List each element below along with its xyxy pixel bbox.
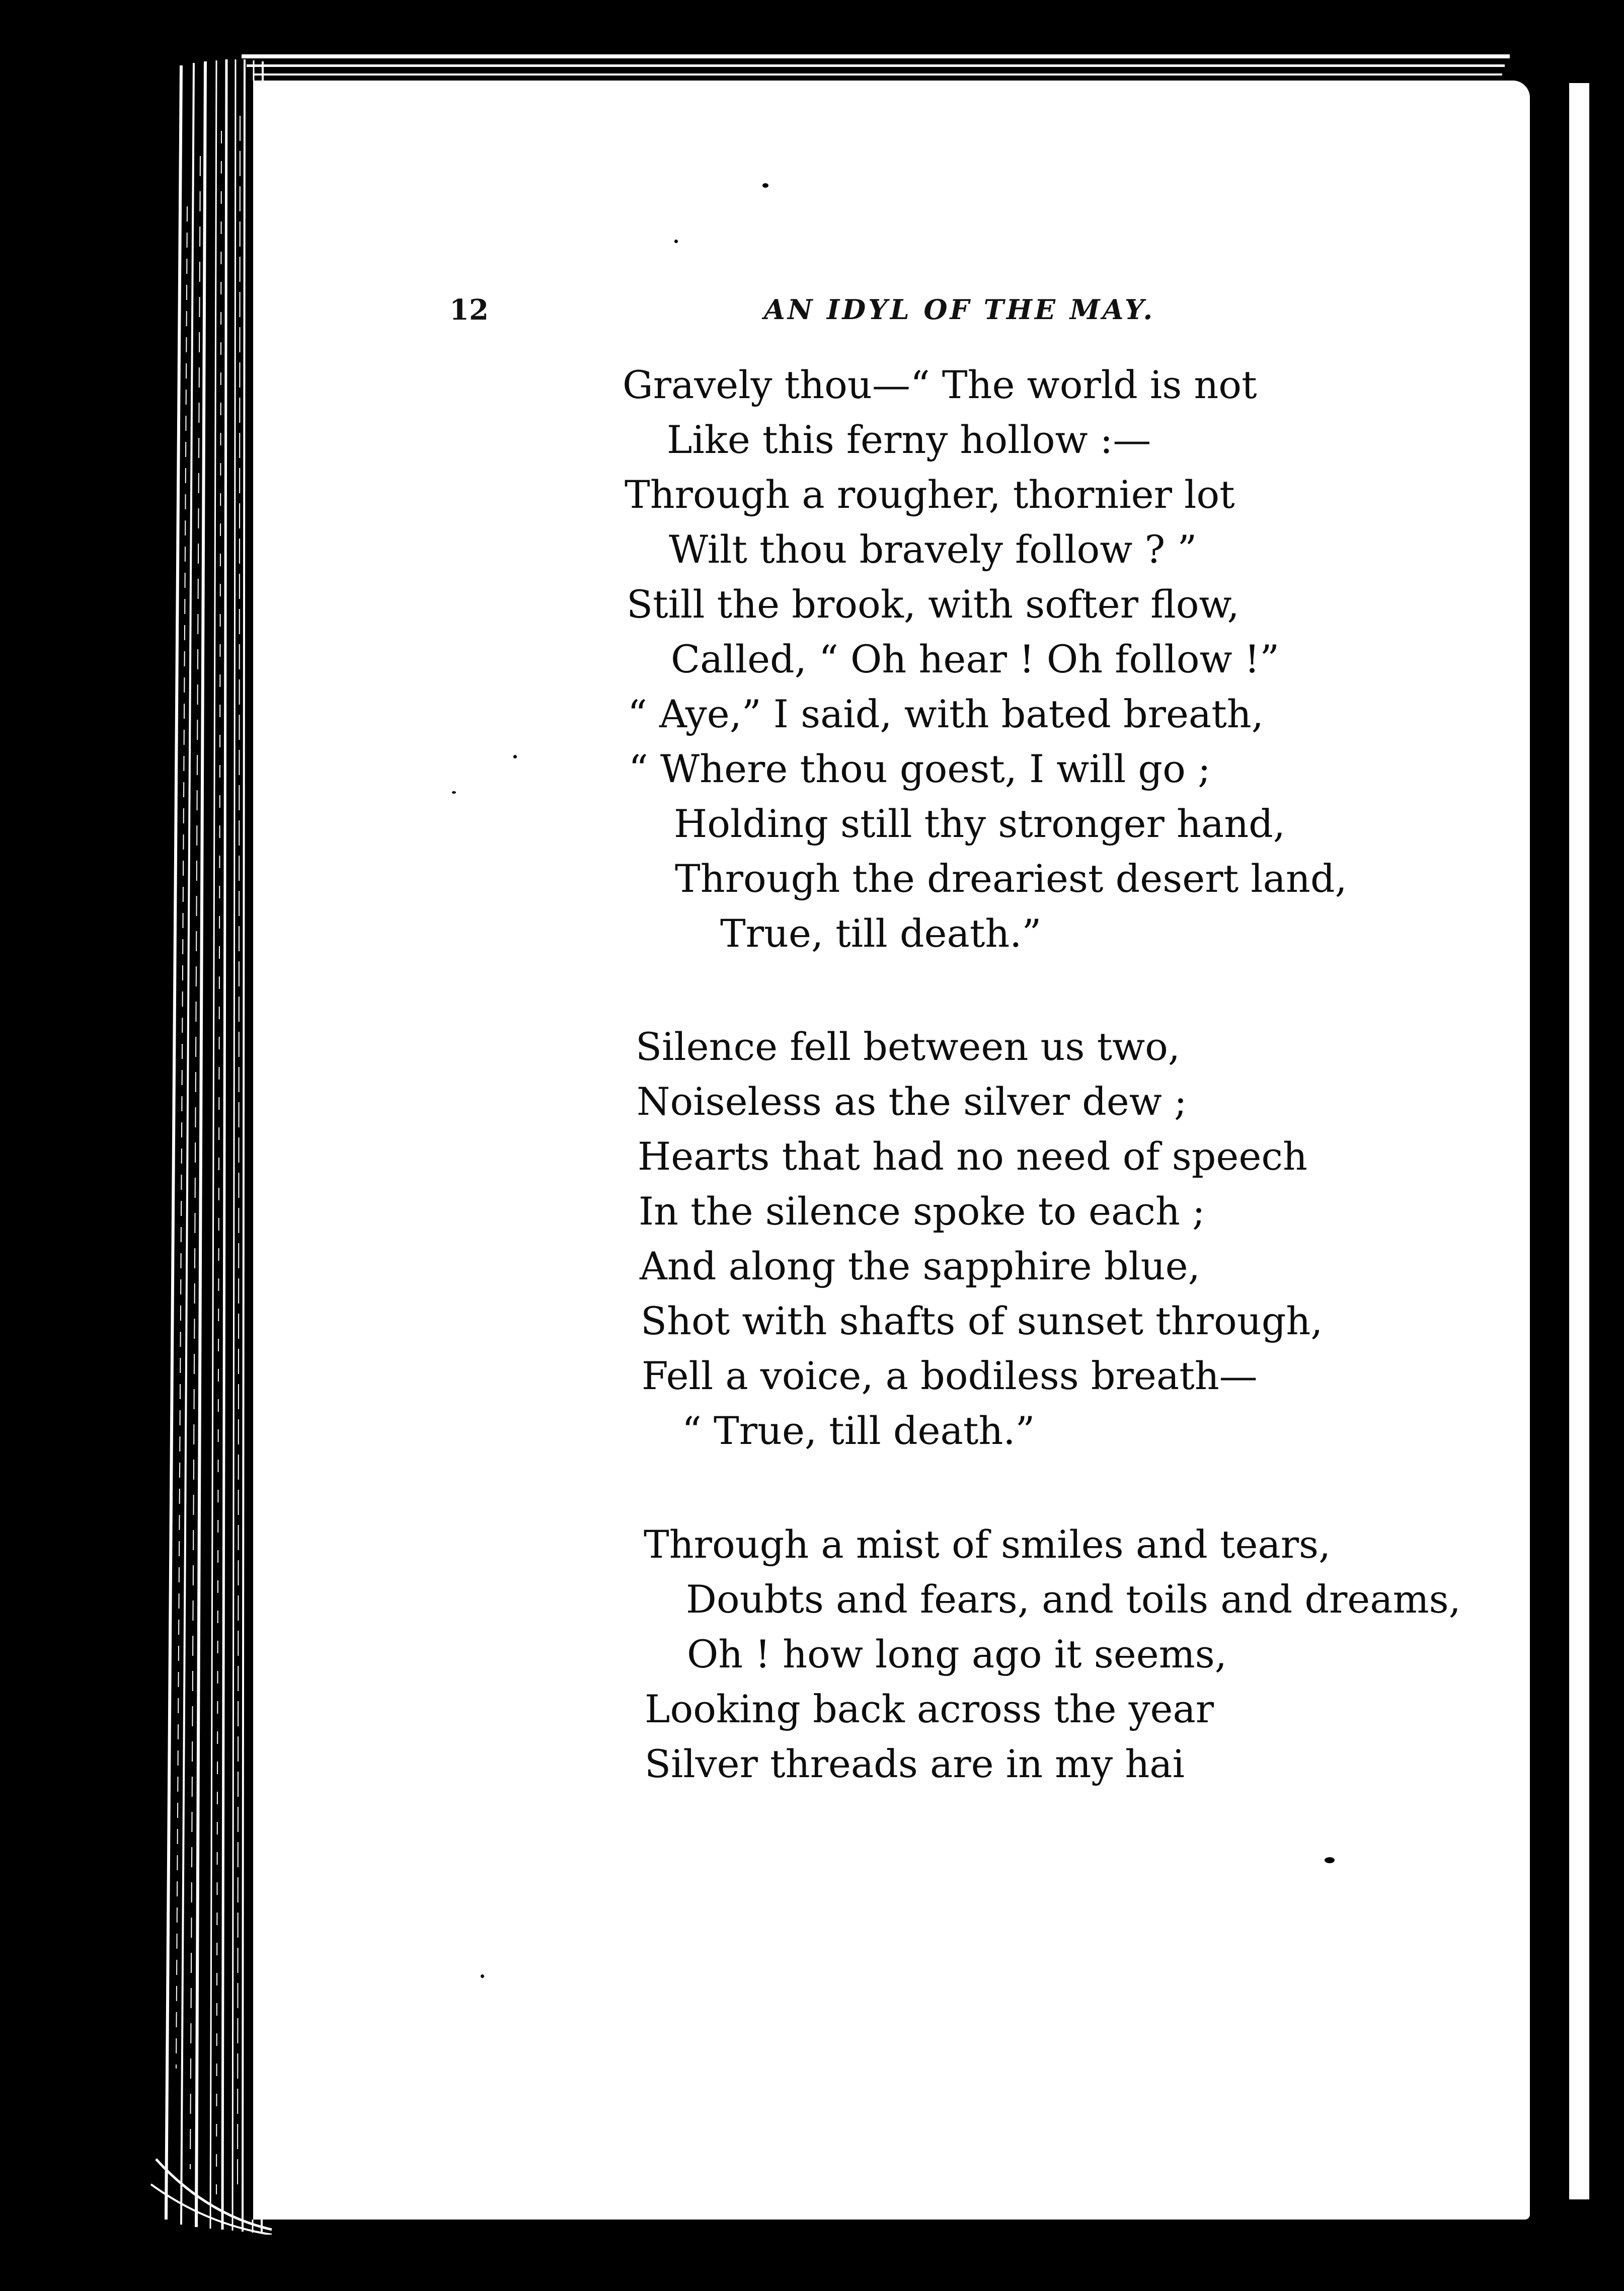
- poem-line: Holding still thy stronger hand,: [674, 801, 1285, 846]
- poem-line: Through the dreariest desert land,: [675, 856, 1347, 901]
- poem-line: Gravely thou—“ The world is not: [623, 362, 1257, 407]
- poem-line: Called, “ Oh hear ! Oh follow !”: [671, 637, 1280, 681]
- ink-speck: [674, 240, 678, 243]
- poem-line: Hearts that had no need of speech: [638, 1134, 1307, 1179]
- poem-line: “ Where thou goest, I will go ;: [629, 746, 1211, 791]
- poem-line: Silver threads are in my hai: [645, 1741, 1185, 1786]
- page-top-edge: [247, 64, 1505, 67]
- poem-line: In the silence spoke to each ;: [639, 1189, 1205, 1234]
- poem-line: Still the brook, with softer flow,: [627, 582, 1240, 627]
- ink-speck: [513, 755, 517, 758]
- page-number: 12: [449, 293, 489, 327]
- poem-line: Doubts and fears, and toils and dreams,: [686, 1577, 1461, 1622]
- poem-line: Through a mist of smiles and tears,: [644, 1522, 1331, 1567]
- poem-line: “ Aye,” I said, with bated breath,: [628, 692, 1264, 736]
- ink-speck: [481, 1974, 484, 1978]
- running-title: AN IDYL OF THE MAY.: [764, 293, 1155, 326]
- page-top-edge: [254, 73, 1502, 75]
- poem-line: True, till death.”: [720, 911, 1042, 956]
- poem-line: Fell a voice, a bodiless breath—: [642, 1353, 1258, 1398]
- poem-line: Oh ! how long ago it seems,: [687, 1632, 1227, 1676]
- ink-speck: [762, 183, 768, 188]
- poem-line: And along the sapphire blue,: [640, 1244, 1200, 1288]
- page-top-edge: [242, 54, 1510, 58]
- page-gutter: [252, 81, 273, 2220]
- poem-line: Like this ferny hollow :—: [667, 417, 1151, 462]
- ink-speck: [452, 791, 456, 794]
- ink-speck: [1325, 1857, 1335, 1863]
- poem-line: “ True, till death.”: [682, 1408, 1035, 1453]
- adjacent-page-edge: [1569, 83, 1589, 2199]
- poem-line: Through a rougher, thornier lot: [625, 472, 1235, 517]
- poem-line: Silence fell between us two,: [636, 1024, 1181, 1069]
- poem-line: Looking back across the year: [645, 1687, 1214, 1731]
- poem-line: Wilt thou bravely follow ? ”: [669, 527, 1197, 572]
- poem-line: Noiseless as the silver dew ;: [637, 1079, 1187, 1124]
- poem-line: Shot with shafts of sunset through,: [641, 1299, 1323, 1343]
